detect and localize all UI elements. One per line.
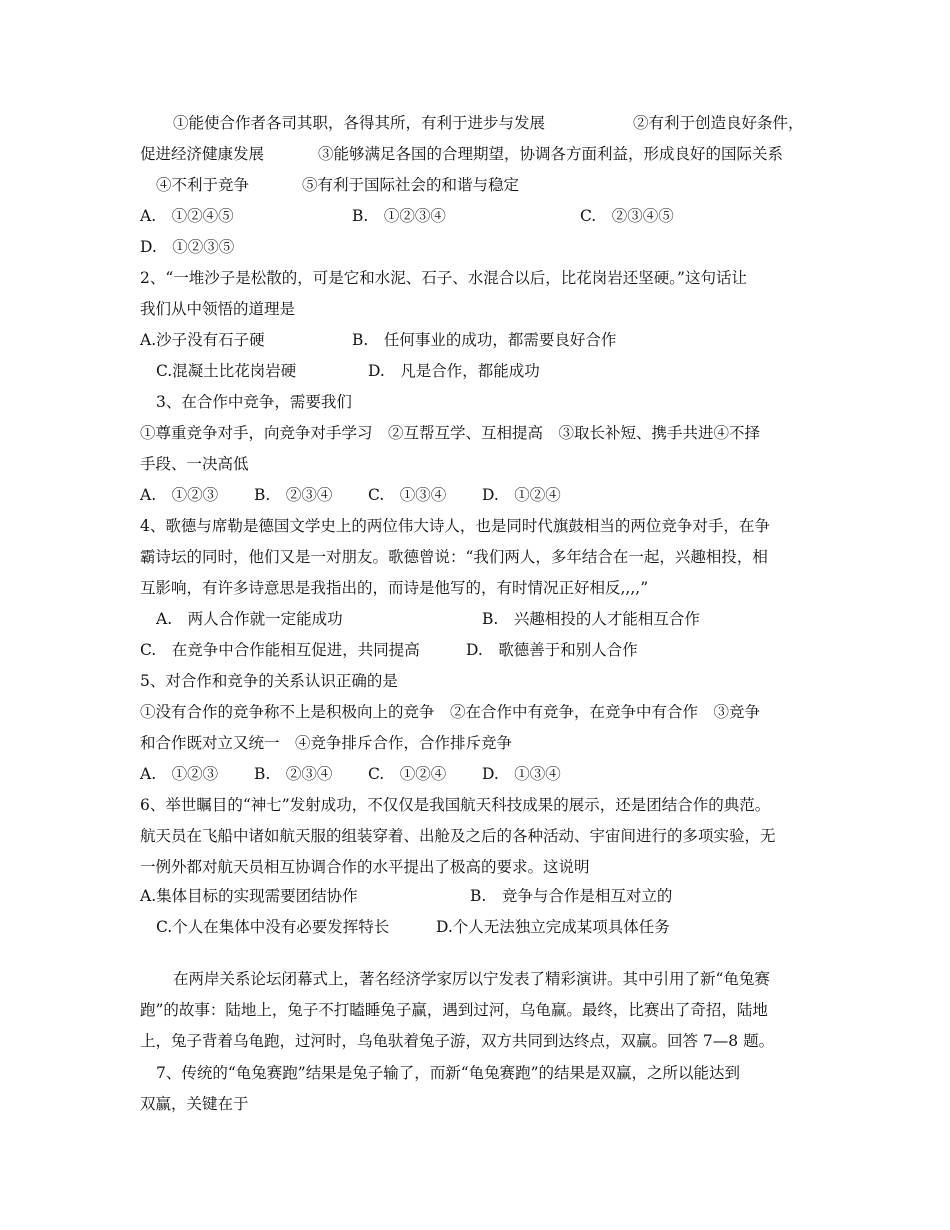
passage-line-3: 上，兔子背着乌龟跑，过河时，乌龟驮着兔子游，双方共同到达终点，双赢。回答 7—8 题。 (140, 1032, 775, 1050)
q5-options-line-2: 和合作既对立又统一 ④竞争排斥合作，合作排斥竞争 (140, 734, 513, 752)
q3-options-line-1: ①尊重竞争对手，向竞争对手学习 ②互帮互学、互相提高 ③取长补短、携手共进④不择 (140, 424, 761, 442)
q1-option-1: ①能使合作者各司其职，各得其所，有利于进步与发展 (173, 114, 546, 132)
q4-stem-line-2: 霸诗坛的同时，他们又是一对朋友。歌德曾说：“我们两人，多年结合在一起，兴趣相投，相 (140, 548, 768, 566)
q1-option-5: ⑤有利于国际社会的和谐与稳定 (302, 176, 520, 194)
q4-stem-line-3: 互影响，有许多诗意思是我指出的，而诗是他写的，有时情况正好相反,,,,” (140, 579, 649, 597)
q7-stem-line-2: 双赢，关键在于 (140, 1095, 249, 1113)
q5-choice-a: A. ①②③ (140, 765, 219, 783)
q6-stem-line-2: 航天员在飞船中诸如航天服的组装穿着、出舱及之后的各种活动、宇宙间进行的多项实验，无 (140, 827, 776, 845)
q4-choice-c: C. 在竞争中合作能相互促进，共同提高 (140, 641, 420, 659)
q4-choice-a: A. 两人合作就一定能成功 (156, 610, 343, 628)
q6-stem-line-3: 一例外都对航天员相互协调合作的水平提出了极高的要求。这说明 (140, 858, 590, 876)
q1-choice-a: A. ①②④⑤ (140, 207, 234, 225)
q3-stem: 3、在合作中竞争，需要我们 (156, 393, 352, 411)
q3-choice-c: C. ①③④ (368, 486, 447, 504)
q4-stem-line-1: 4、歌德与席勒是德国文学史上的两位伟大诗人，也是同时代旗鼓相当的两位竞争对手，在争 (140, 517, 770, 535)
q2-stem-line-1: 2、“一堆沙子是松散的，可是它和水泥、石子、水混合以后，比花岗岩还坚硬。”这句话让 (140, 269, 747, 287)
q5-stem: 5、对合作和竞争的关系认识正确的是 (140, 672, 398, 690)
q2-choice-d: D. 凡是合作，都能成功 (368, 362, 540, 380)
q6-choice-c: C.个人在集体中没有必要发挥特长 (156, 918, 390, 936)
q6-choice-b: B. 竞争与合作是相互对立的 (470, 887, 673, 905)
q5-options-line-1: ①没有合作的竞争称不上是积极向上的竞争 ②在合作中有竞争，在竞争中有合作 ③竞争 (140, 703, 761, 721)
q1-option-2: ②有利于创造良好条件， (633, 114, 804, 132)
q6-choice-d: D.个人无法独立完成某项具体任务 (436, 918, 670, 936)
q4-choice-b: B. 兴趣相投的人才能相互合作 (482, 610, 700, 628)
q2-stem-line-2: 我们从中领悟的道理是 (140, 300, 296, 318)
q1-choice-b: B. ①②③④ (352, 207, 446, 225)
q1-option-4: ④不利于竞争 (156, 176, 250, 194)
q7-stem-line-1: 7、传统的“龟兔赛跑”结果是兔子输了，而新“龟兔赛跑”的结果是双赢，之所以能达到 (156, 1064, 741, 1082)
q3-options-line-2: 手段、一决高低 (140, 455, 249, 473)
q2-choice-b: B. 任何事业的成功，都需要良好合作 (352, 331, 617, 349)
passage-line-1: 在两岸关系论坛闭幕式上，著名经济学家厉以宁发表了精彩演讲。其中引用了新“龟兔赛 (173, 970, 770, 988)
passage-line-2: 跑”的故事：陆地上，兔子不打瞌睡兔子赢，遇到过河，乌龟赢。最终，比赛出了奇招，陆地 (140, 1001, 768, 1019)
q1-option-2-cont: 促进经济健康发展 (140, 145, 265, 163)
q2-choice-c: C.混凝土比花岗岩硬 (156, 362, 297, 380)
q1-choice-d: D. ①②③⑤ (140, 238, 235, 256)
q2-choice-a: A.沙子没有石子硬 (140, 331, 265, 349)
q5-choice-b: B. ②③④ (254, 765, 333, 783)
q5-choice-c: C. ①②④ (368, 765, 447, 783)
q3-choice-a: A. ①②③ (140, 486, 219, 504)
q1-choice-c: C. ②③④⑤ (580, 207, 674, 225)
q3-choice-d: D. ①②④ (482, 486, 561, 504)
q3-choice-b: B. ②③④ (254, 486, 333, 504)
q4-choice-d: D. 歌德善于和别人合作 (466, 641, 638, 659)
q6-choice-a: A.集体目标的实现需要团结协作 (140, 887, 358, 905)
q5-choice-d: D. ①③④ (482, 765, 561, 783)
q6-stem-line-1: 6、举世瞩目的“神七”发射成功，不仅仅是我国航天科技成果的展示，还是团结合作的典范。 (140, 796, 771, 814)
q1-option-3: ③能够满足各国的合理期望，协调各方面利益，形成良好的国际关系 (318, 145, 784, 163)
